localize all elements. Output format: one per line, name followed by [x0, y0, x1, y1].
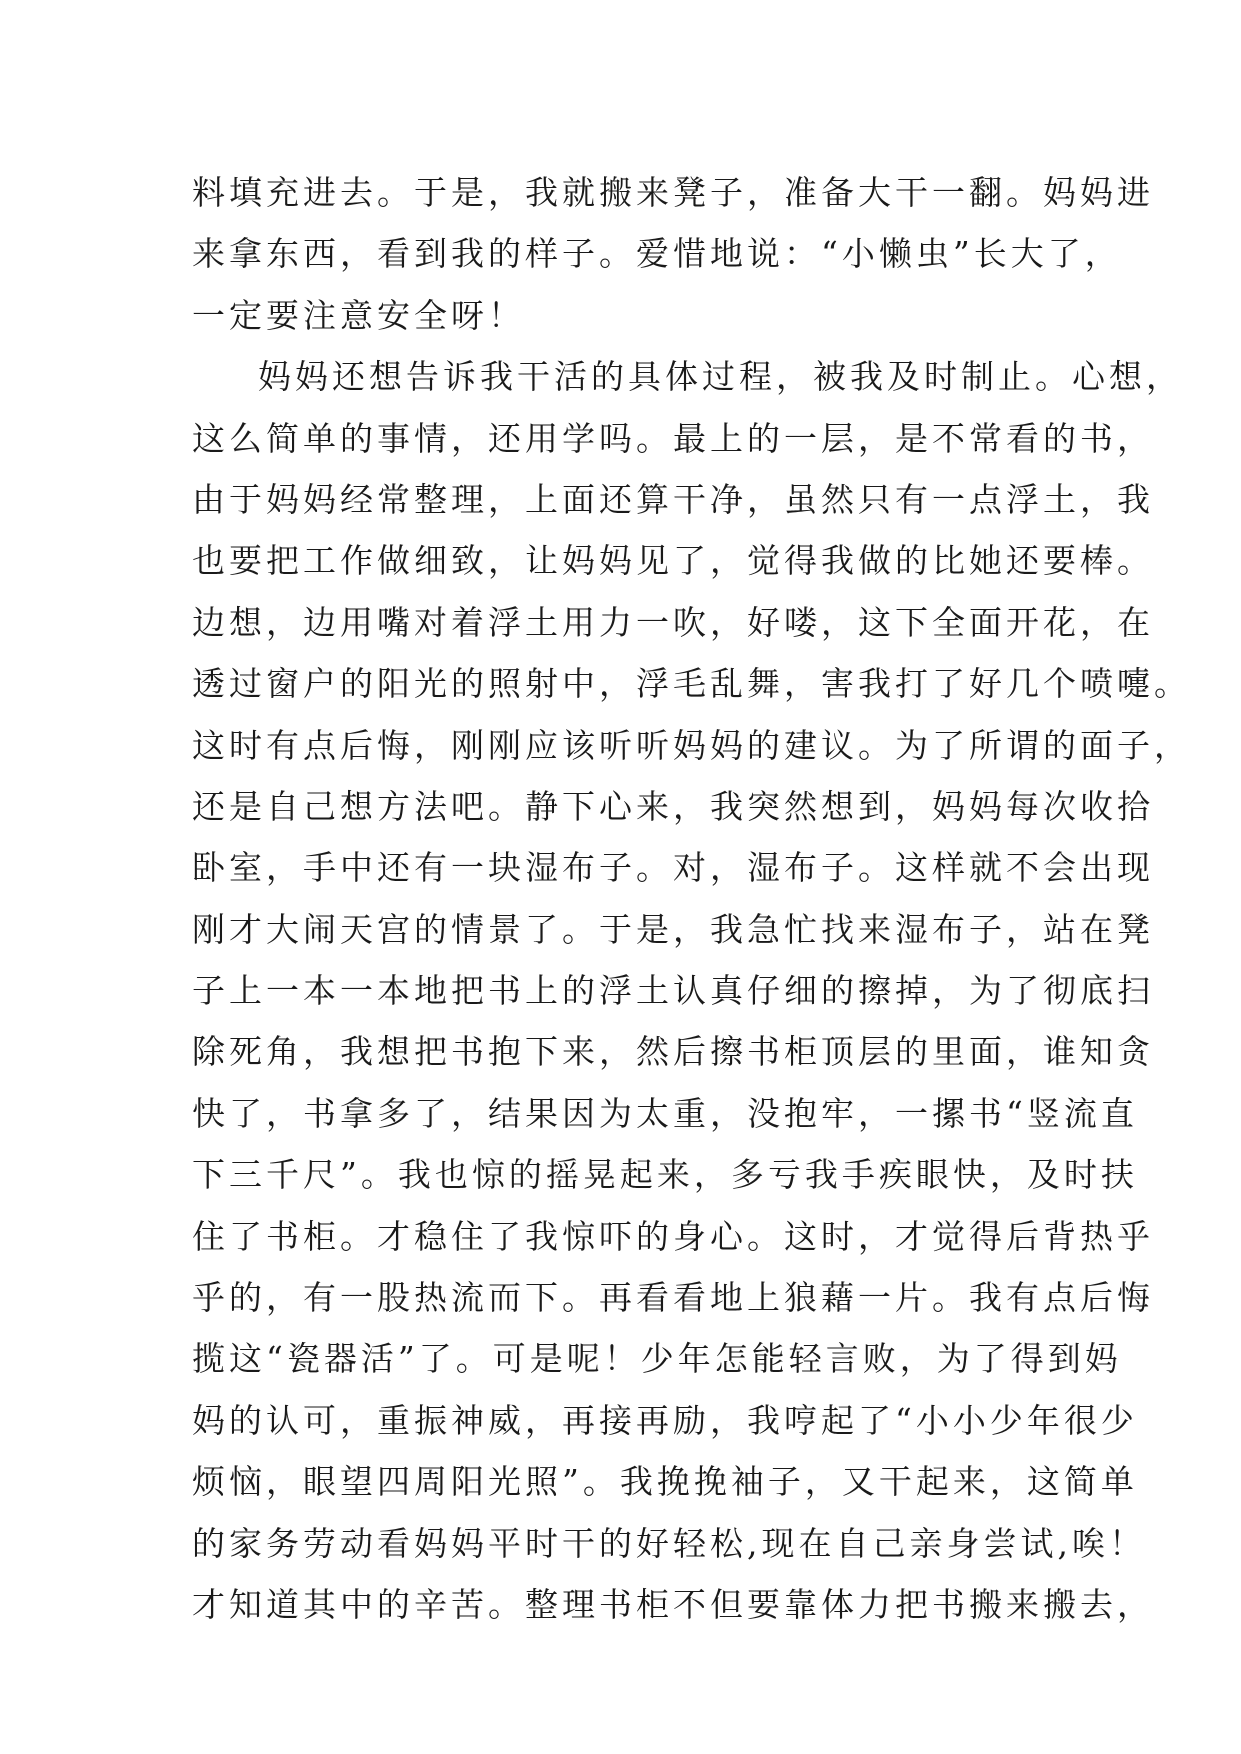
text-line: 才知道其中的辛苦。整理书柜不但要靠体力把书搬来搬去， — [192, 1584, 1154, 1624]
text-line: 透过窗户的阳光的照射中，浮毛乱舞，害我打了好几个喷嚏。 — [192, 664, 1191, 704]
text-line: 来拿东西，看到我的样子。爱惜地说：“小懒虫”长大了， — [192, 234, 1122, 274]
text-line: 乎的，有一股热流而下。再看看地上狼藉一片。我有点后悔 — [192, 1278, 1154, 1318]
text-line: 这么简单的事情，还用学吗。最上的一层，是不常看的书， — [192, 418, 1154, 458]
text-line: 快了，书拿多了，结果因为太重，没抱牢，一摞书“竖流直 — [192, 1093, 1138, 1133]
text-line: 妈的认可，重振神威，再接再励，我哼起了“小小少年很少 — [192, 1400, 1138, 1440]
text-line: 还是自己想方法吧。静下心来，我突然想到，妈妈每次收拾 — [192, 786, 1154, 826]
text-line: 除死角，我想把书抱下来，然后擦书柜顶层的里面，谁知贪 — [192, 1032, 1154, 1072]
text-line: 边想，边用嘴对着浮土用力一吹，好喽，这下全面开花，在 — [192, 602, 1154, 642]
text-line: 卧室，手中还有一块湿布子。对，湿布子。这样就不会出现 — [192, 848, 1154, 888]
text-line: 这时有点后悔，刚刚应该听听妈妈的建议。为了所谓的面子， — [192, 725, 1191, 765]
paragraph-first-line: 妈妈还想告诉我干活的具体过程，被我及时制止。心想， — [258, 357, 1183, 397]
text-line: 一定要注意安全呀！ — [192, 295, 525, 335]
text-line: 揽这“瓷器活”了。可是呢！少年怎能轻言败，为了得到妈 — [192, 1339, 1122, 1379]
text-line: 料填充进去。于是，我就搬来凳子，准备大干一翻。妈妈进 — [192, 173, 1154, 212]
text-line: 刚才大闹天宫的情景了。于是，我急忙找来湿布子，站在凳 — [192, 909, 1154, 949]
text-line: 住了书柜。才稳住了我惊吓的身心。这时，才觉得后背热乎 — [192, 1216, 1154, 1256]
text-line: 的家务劳动看妈妈平时干的好轻松,现在自己亲身尝试,唉！ — [192, 1523, 1146, 1563]
text-line: 下三千尺”。我也惊的摇晃起来，多亏我手疾眼快，及时扶 — [192, 1155, 1138, 1195]
body-text — [192, 162, 1191, 1635]
text-line: 子上一本一本地把书上的浮土认真仔细的擦掉，为了彻底扫 — [192, 971, 1154, 1011]
text-line: 也要把工作做细致，让妈妈见了，觉得我做的比她还要棒。 — [192, 541, 1154, 581]
text-line: 由于妈妈经常整理，上面还算干净，虽然只有一点浮土，我 — [192, 479, 1154, 519]
text-line: 烦恼，眼望四周阳光照”。我挽挽袖子，又干起来，这简单 — [192, 1462, 1138, 1502]
